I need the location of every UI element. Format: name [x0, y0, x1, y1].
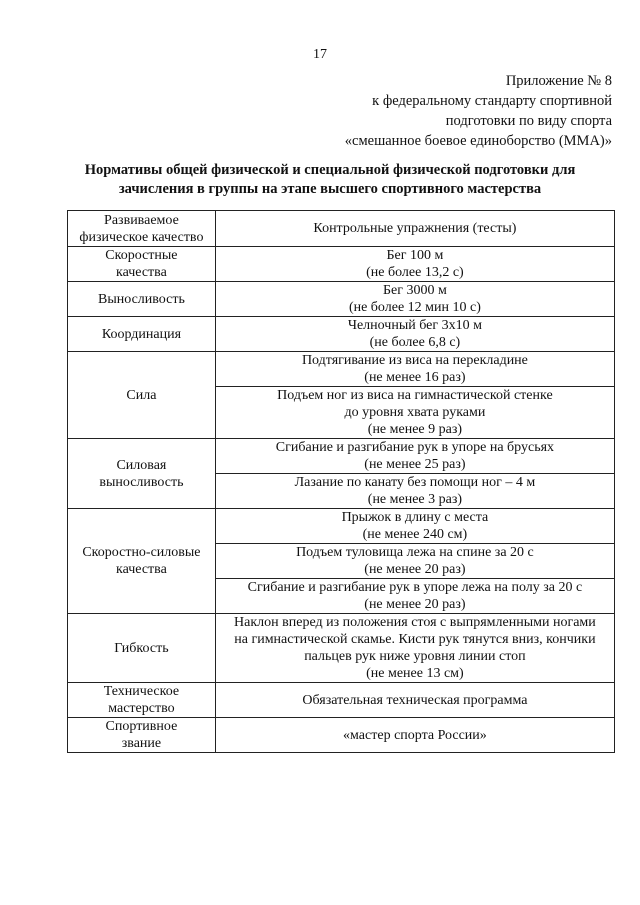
test-line: (не менее 3 раз) — [367, 492, 463, 507]
test-cell — [215, 282, 614, 317]
table-header-row — [68, 211, 615, 247]
quality-line: Скоростные — [105, 248, 178, 263]
quality-line: качества — [116, 562, 167, 577]
table-row — [68, 247, 615, 282]
test-line: (не более 6,8 с) — [369, 335, 461, 350]
test-line: Наклон вперед из положения стоя с выпрямленными ногами — [234, 615, 596, 630]
test-cell — [215, 439, 614, 474]
test-cell — [215, 579, 614, 614]
test-line: Лазание по канату без помощи ног – 4 м — [294, 475, 536, 490]
test-line: на гимнастической скамье. Кисти рук тянутся вниз, кончики — [234, 632, 596, 647]
header-quality: Развиваемое физическое качество — [68, 211, 216, 247]
test-cell — [215, 683, 614, 718]
table-row — [68, 352, 615, 387]
test-line: (не менее 25 раз) — [364, 457, 466, 472]
test-line: (не более 13,2 с) — [366, 265, 464, 280]
table-row — [68, 718, 615, 753]
page-number: 17 — [313, 47, 327, 62]
appendix-line: Приложение № 8 — [505, 73, 612, 89]
table-row — [68, 439, 615, 474]
table-row — [68, 509, 615, 544]
test-line: Подъем туловища лежа на спине за 20 с — [296, 545, 534, 560]
test-cell — [215, 352, 614, 387]
quality-line: Выносливость — [97, 291, 185, 307]
quality-line: Гибкость — [114, 640, 169, 656]
quality-cell — [68, 614, 216, 683]
test-line: Челночный бег 3х10 м — [347, 318, 482, 333]
quality-line: звание — [121, 736, 162, 751]
appendix-block — [252, 71, 612, 151]
test-cell — [215, 387, 614, 439]
appendix-line: подготовки по виду спорта — [445, 113, 612, 129]
quality-cell — [68, 282, 216, 317]
appendix-line: «смешанное боевое единоборство (ММА)» — [344, 133, 612, 149]
quality-cell — [68, 439, 216, 509]
quality-line: Силовая — [116, 457, 167, 473]
header-tests: Контрольные упражнения (тесты) — [215, 211, 614, 247]
test-line: Сгибание и разгибание рук в упоре на брусьях — [275, 440, 555, 455]
test-line: Прыжок в длину с места — [341, 510, 489, 525]
table-row — [68, 282, 615, 317]
quality-cell — [68, 683, 216, 718]
quality-line: Сила — [126, 387, 157, 403]
quality-cell — [68, 718, 216, 753]
test-cell — [215, 509, 614, 544]
quality-cell — [68, 352, 216, 439]
quality-line: выносливость — [99, 474, 184, 490]
test-line: Подъем ног из виса на гимнастической стенке — [277, 388, 553, 403]
quality-cell — [68, 247, 216, 282]
appendix-line: к федеральному стандарту спортивной — [372, 93, 612, 109]
quality-line: мастерство — [108, 701, 175, 716]
test-cell — [215, 247, 614, 282]
quality-line: качества — [116, 265, 167, 280]
test-line: (не менее 240 см) — [362, 527, 468, 542]
norms-table — [67, 210, 615, 753]
test-line: (не менее 20 раз) — [364, 597, 466, 612]
test-cell — [215, 474, 614, 509]
test-line: (не менее 20 раз) — [364, 562, 466, 577]
test-line: «мастер спорта России» — [343, 727, 487, 743]
test-cell — [215, 544, 614, 579]
test-line: (не менее 13 см) — [366, 666, 464, 681]
test-line: Обязательная техническая программа — [302, 692, 528, 708]
test-line: (не более 12 мин 10 с) — [348, 300, 481, 315]
quality-line: Скоростно-силовые — [82, 545, 201, 560]
test-line: Подтягивание из виса на перекладине — [301, 353, 528, 368]
title-line: зачисления в группы на этапе высшего спортивного мастерства — [118, 181, 542, 197]
table-row — [68, 317, 615, 352]
table-row — [68, 614, 615, 683]
quality-line: Координация — [101, 326, 182, 342]
quality-cell — [68, 317, 216, 352]
title-line: Нормативы общей физической и специальной физической подготовки для — [84, 162, 576, 178]
test-line: (не менее 9 раз) — [367, 422, 463, 437]
quality-line: Техническое — [103, 684, 180, 699]
test-line: Бег 100 м — [386, 248, 444, 263]
quality-line: Спортивное — [105, 719, 178, 734]
test-line: Бег 3000 м — [382, 283, 447, 298]
document-title — [60, 161, 600, 199]
test-line: (не менее 16 раз) — [364, 370, 466, 385]
test-line: Сгибание и разгибание рук в упоре лежа на полу за 20 с — [247, 580, 583, 595]
test-cell — [215, 718, 614, 753]
test-cell — [215, 614, 614, 683]
test-line: пальцев рук ниже уровня линии стоп — [304, 649, 526, 664]
test-cell — [215, 317, 614, 352]
test-line: до уровня хвата руками — [344, 405, 486, 420]
table-row — [68, 683, 615, 718]
quality-cell — [68, 509, 216, 614]
